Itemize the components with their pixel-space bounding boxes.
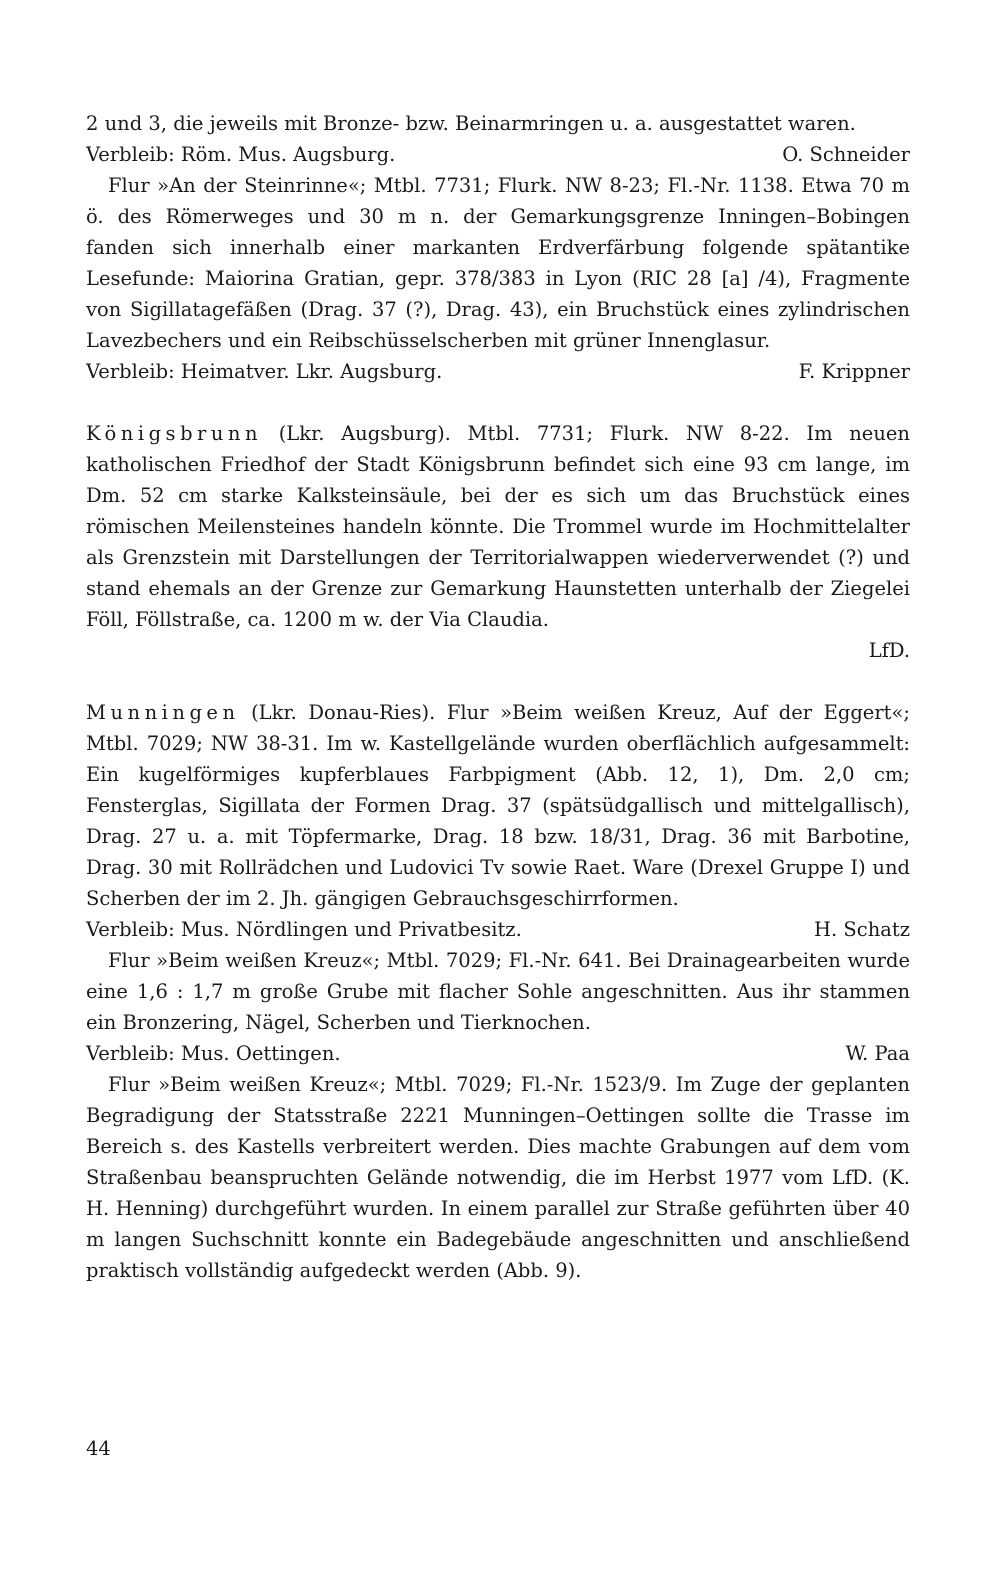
entry-koenigsbrunn — [86, 418, 910, 666]
entry-augsburg-continued — [86, 108, 910, 170]
paragraph — [86, 418, 910, 635]
paragraph: Flur »Beim weißen Kreuz«; Mtbl. 7029; Fl.-Nr. 1523/9. Im Zuge der geplanten Begradigung der Statsstraße 2221 Munningen–Oettingen sollte die Trasse im Bereich s. des Kastells verbreitert werden. Dies machte Grabungen auf dem vom Straßenbau beanspruchten Gelände notwendig, die im Herbst 1977 vom LfD. (K. H. Henning) durchgeführt wurden. In einem parallel zur Straße geführten über 40 m langen Suchschnitt konnte ein Badegebäude angeschnitten und anschließend praktisch vollständig aufgedeckt werden (Abb. 9). — [86, 1073, 910, 1282]
entry-steinrinne — [86, 170, 910, 387]
location-text: Verbleib: Mus. Oettingen. — [86, 1042, 341, 1065]
paragraph — [86, 697, 910, 914]
provenance-line — [86, 1038, 910, 1069]
author-name: LfD. — [868, 639, 910, 662]
provenance-line — [86, 356, 910, 387]
place-name: Munningen — [86, 701, 240, 724]
author-name: F. Krippner — [798, 360, 910, 383]
provenance-line — [86, 139, 910, 170]
entry-text: (Lkr. Augsburg). Mtbl. 7731; Flurk. NW 8-22. Im neuen katholischen Friedhof der Stadt Königsbrunn befindet sich eine 93 cm lange, im Dm. 52 cm starke Kalksteinsäule, bei der es sich um das Bruchstück eines römischen Meilensteines handeln könnte. Die Trommel wurde im Hochmittelalter als Grenzstein mit Darstellungen der Territorialwappen wiederverwendet (?) und stand ehemals an der Grenze zur Gemarkung Haunstetten unterhalb der Ziegelei Föll, Föllstraße, ca. 1200 m w. der Via Claudia. — [86, 422, 910, 631]
location-text: Verbleib: Röm. Mus. Augsburg. — [86, 143, 396, 166]
author-name: O. Schneider — [782, 143, 910, 166]
paragraph: Flur »Beim weißen Kreuz«; Mtbl. 7029; Fl.-Nr. 641. Bei Drainagearbeiten wurde eine 1,6 : 1,7 m große Grube mit flacher Sohle angeschnitten. Aus ihr stammen ein Bronzering, Nägel, Scherben und Tierknochen. — [86, 949, 910, 1034]
entry-munningen — [86, 697, 910, 945]
page-body — [86, 108, 910, 1286]
paragraph: Flur »An der Steinrinne«; Mtbl. 7731; Flurk. NW 8-23; Fl.-Nr. 1138. Etwa 70 m ö. des Römerweges und 30 m n. der Gemarkungsgrenze Inningen–Bobingen fanden sich innerhalb einer markanten Erdverfärbung folgende spätantike Lesefunde: Maiorina Gratian, gepr. 378/383 in Lyon (RIC 28 [a] /4), Fragmente von Sigillatagefäßen (Drag. 37 (?), Drag. 43), ein Bruchstück eines zylindrischen Lavezbechers und ein Reibschüsselscherben mit grüner Innenglasur. — [86, 174, 910, 352]
place-name: Königsbrunn — [86, 422, 263, 445]
page-number: 44 — [86, 1437, 111, 1460]
location-text: Verbleib: Mus. Nördlingen und Privatbesitz. — [86, 918, 522, 941]
location-text: Verbleib: Heimatver. Lkr. Augsburg. — [86, 360, 443, 383]
paragraph: 2 und 3, die jeweils mit Bronze- bzw. Beinarmringen u. a. ausgestattet waren. — [86, 112, 856, 135]
entry-text: (Lkr. Donau-Ries). Flur »Beim weißen Kreuz, Auf der Eggert«; Mtbl. 7029; NW 38-31. Im w. Kastellgelände wurden oberflächlich aufgesammelt: Ein kugelförmiges kupferblaues Farbpigment (Abb. 12, 1), Dm. 2,0 cm; Fensterglas, Sigillata der Formen Drag. 37 (spätsüdgallisch und mittelgallisch), Drag. 27 u. a. mit Töpfermarke, Drag. 18 bzw. 18/31, Drag. 36 mit Barbotine, Drag. 30 mit Rollrädchen und Ludovici Tv sowie Raet. Ware (Drexel Gruppe I) und Scherben der im 2. Jh. gängigen Gebrauchsgeschirrformen. — [86, 701, 910, 910]
provenance-line — [86, 914, 910, 945]
author-name: H. Schatz — [814, 918, 910, 941]
author-name: W. Paa — [845, 1042, 910, 1065]
entry-badegebaeude — [86, 1069, 910, 1286]
entry-grube — [86, 945, 910, 1069]
